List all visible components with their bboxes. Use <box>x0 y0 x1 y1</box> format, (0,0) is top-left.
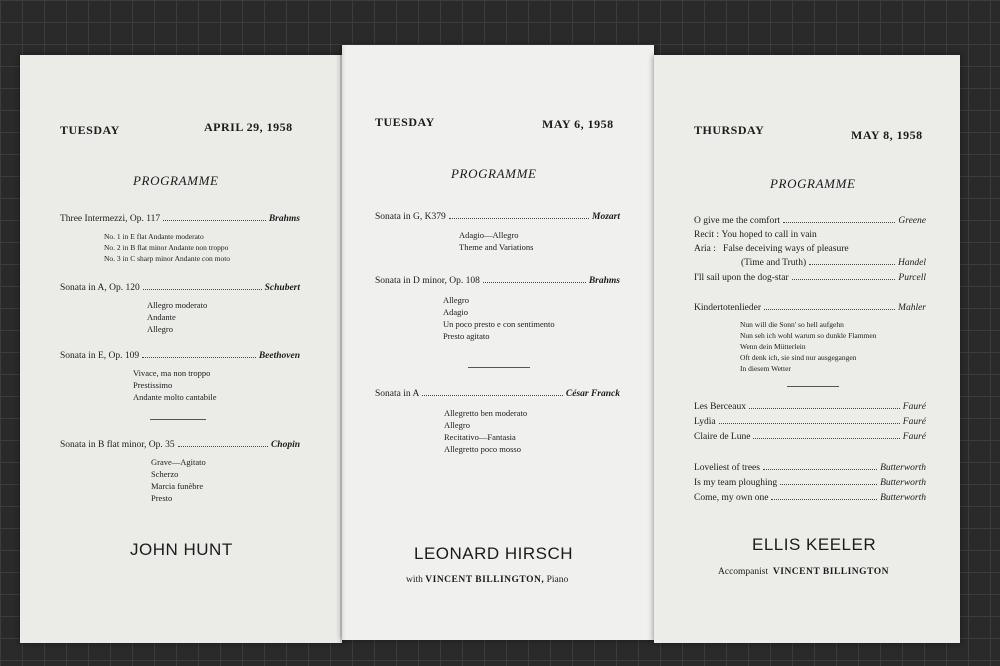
piece-composer: Brahms <box>588 276 620 286</box>
song-label: Aria : <box>694 244 716 254</box>
movement: Presto agitato <box>443 331 490 341</box>
movement-list <box>444 407 527 455</box>
fold-shadow <box>340 45 346 643</box>
song-row <box>694 273 926 283</box>
movement-list <box>104 231 230 264</box>
movement: Allegro <box>444 420 470 430</box>
movement: Andante molto cantabile <box>133 392 217 402</box>
day-label: TUESDAY <box>375 115 435 129</box>
movement: Presto <box>151 493 173 503</box>
song-composer: Butterworth <box>880 493 926 503</box>
song-row <box>694 230 817 240</box>
piece-title: Sonata in G, K379 <box>375 212 446 222</box>
movement-list <box>133 367 217 403</box>
song-composer: Butterworth <box>880 478 926 488</box>
song-label: Recit : <box>694 230 720 240</box>
movement-list <box>459 229 533 253</box>
performer-name: ELLIS KEELER <box>752 535 877 554</box>
programme-heading: PROGRAMME <box>770 176 856 191</box>
programme-heading: PROGRAMME <box>451 166 537 181</box>
movement: Recitativo—Fantasia <box>444 432 516 442</box>
piece-row <box>60 351 300 361</box>
piece-row <box>60 214 300 224</box>
movement: Grave—Agitato <box>151 457 206 467</box>
movement: Wenn dein Mütterlein <box>740 342 806 351</box>
piece-title: Sonata in D minor, Op. 108 <box>375 276 480 286</box>
piece-row <box>60 283 300 293</box>
song-row <box>694 463 926 473</box>
movement: Andante <box>147 312 176 322</box>
movement: Vivace, ma non troppo <box>133 368 211 378</box>
movement-list <box>443 294 555 342</box>
movement: Allegretto ben moderato <box>444 408 528 418</box>
movement: Allegro <box>147 324 173 334</box>
song-composer: Mahler <box>898 303 926 313</box>
movement: Theme and Variations <box>459 242 534 252</box>
with-prefix: with <box>406 575 423 585</box>
accompanist-instrument: Piano <box>546 575 569 585</box>
day-label: THURSDAY <box>694 123 765 137</box>
song-title: Claire de Lune <box>694 432 751 442</box>
piece-row <box>375 276 620 286</box>
piece-composer: Beethoven <box>258 351 300 361</box>
piece-row <box>60 440 300 450</box>
song-row <box>694 432 926 442</box>
date-label: APRIL 29, 1958 <box>204 120 293 134</box>
piece-row <box>375 389 620 399</box>
piece-composer: Brahms <box>268 214 300 224</box>
accompanist-name: VINCENT BILLINGTON, <box>425 575 545 585</box>
song-composer: Butterworth <box>880 463 926 473</box>
song-title: Is my team ploughing <box>694 478 778 488</box>
movement: Nun will die Sonn' so hell aufgehn <box>740 320 844 329</box>
performer-name: JOHN HUNT <box>130 540 233 559</box>
movement: Un poco presto e con sentimento <box>443 319 555 329</box>
movement: Allegretto poco mosso <box>444 444 521 454</box>
song-row <box>694 402 926 412</box>
song-title: Lydia <box>694 417 716 427</box>
movement: Adagio <box>443 307 469 317</box>
accompanist-name: VINCENT BILLINGTON <box>772 567 889 577</box>
song-title: Loveliest of trees <box>694 463 760 473</box>
movement: Adagio—Allegro <box>459 230 519 240</box>
accompanist-label: Accompanist <box>718 567 769 577</box>
movement: Nun seh ich wohl warum so dunkle Flammen <box>740 331 877 340</box>
song-title: Les Berceaux <box>694 402 746 412</box>
song-title: You hoped to call in vain <box>721 230 817 240</box>
song-title: False deceiving ways of pleasure <box>723 244 849 254</box>
movement-list <box>151 456 206 504</box>
piece-title: Three Intermezzi, Op. 117 <box>60 214 161 224</box>
song-row <box>694 478 926 488</box>
piece-title: Sonata in A <box>375 389 420 399</box>
date-label: MAY 6, 1958 <box>542 117 614 131</box>
movement: Oft denk ich, sie sind nur ausgegangen <box>740 353 857 362</box>
day-label: TUESDAY <box>60 123 120 137</box>
piece-row <box>375 212 620 222</box>
piece-composer: Schubert <box>264 283 300 293</box>
programme-page-1 <box>20 55 342 643</box>
divider <box>150 419 206 420</box>
piece-composer: Mozart <box>592 212 620 222</box>
programme-page-2 <box>342 45 654 640</box>
piece-title: Sonata in A, Op. 120 <box>60 283 140 293</box>
movement: No. 1 in E flat Andante moderato <box>104 232 204 241</box>
piece-composer: César Franck <box>565 389 620 399</box>
song-composer: Fauré <box>902 402 926 412</box>
song-row <box>741 258 926 268</box>
programme-heading: PROGRAMME <box>133 173 219 188</box>
song-row <box>694 244 849 254</box>
movement: No. 2 in B flat minor Andante non troppo <box>104 243 229 252</box>
piece-composer: Chopin <box>270 440 300 450</box>
performer-name: LEONARD HIRSCH <box>414 544 574 563</box>
piece-title: Sonata in E, Op. 109 <box>60 351 140 361</box>
date-label: MAY 8, 1958 <box>851 128 923 142</box>
song-composer: Greene <box>898 216 926 226</box>
song-row <box>694 216 926 226</box>
song-title: (Time and Truth) <box>741 258 807 268</box>
programme-page-3 <box>654 55 960 643</box>
song-composer: Handel <box>898 258 926 268</box>
movement-list <box>740 319 876 374</box>
movement: In diesem Wetter <box>740 364 791 373</box>
movement: Scherzo <box>151 469 179 479</box>
movement: Marcia funèbre <box>151 481 204 491</box>
movement: Prestissimo <box>133 380 173 390</box>
song-cycle-row <box>694 303 926 313</box>
movement: No. 3 in C sharp minor Andante con moto <box>104 254 231 263</box>
song-row <box>694 493 926 503</box>
song-composer: Fauré <box>902 432 926 442</box>
song-row <box>694 417 926 427</box>
accompanist-line <box>718 567 889 577</box>
song-composer: Fauré <box>902 417 926 427</box>
movement: Allegro moderato <box>147 300 208 310</box>
piece-title: Sonata in B flat minor, Op. 35 <box>60 440 175 450</box>
divider <box>468 367 530 368</box>
song-title: I'll sail upon the dog-star <box>694 273 789 283</box>
accompanist-line <box>406 575 568 585</box>
song-composer: Purcell <box>898 273 926 283</box>
song-title: Kindertotenlieder <box>694 303 762 313</box>
song-title: O give me the comfort <box>694 216 781 226</box>
divider <box>787 386 839 387</box>
movement-list <box>147 299 207 335</box>
movement: Allegro <box>443 295 469 305</box>
song-title: Come, my own one <box>694 493 769 503</box>
